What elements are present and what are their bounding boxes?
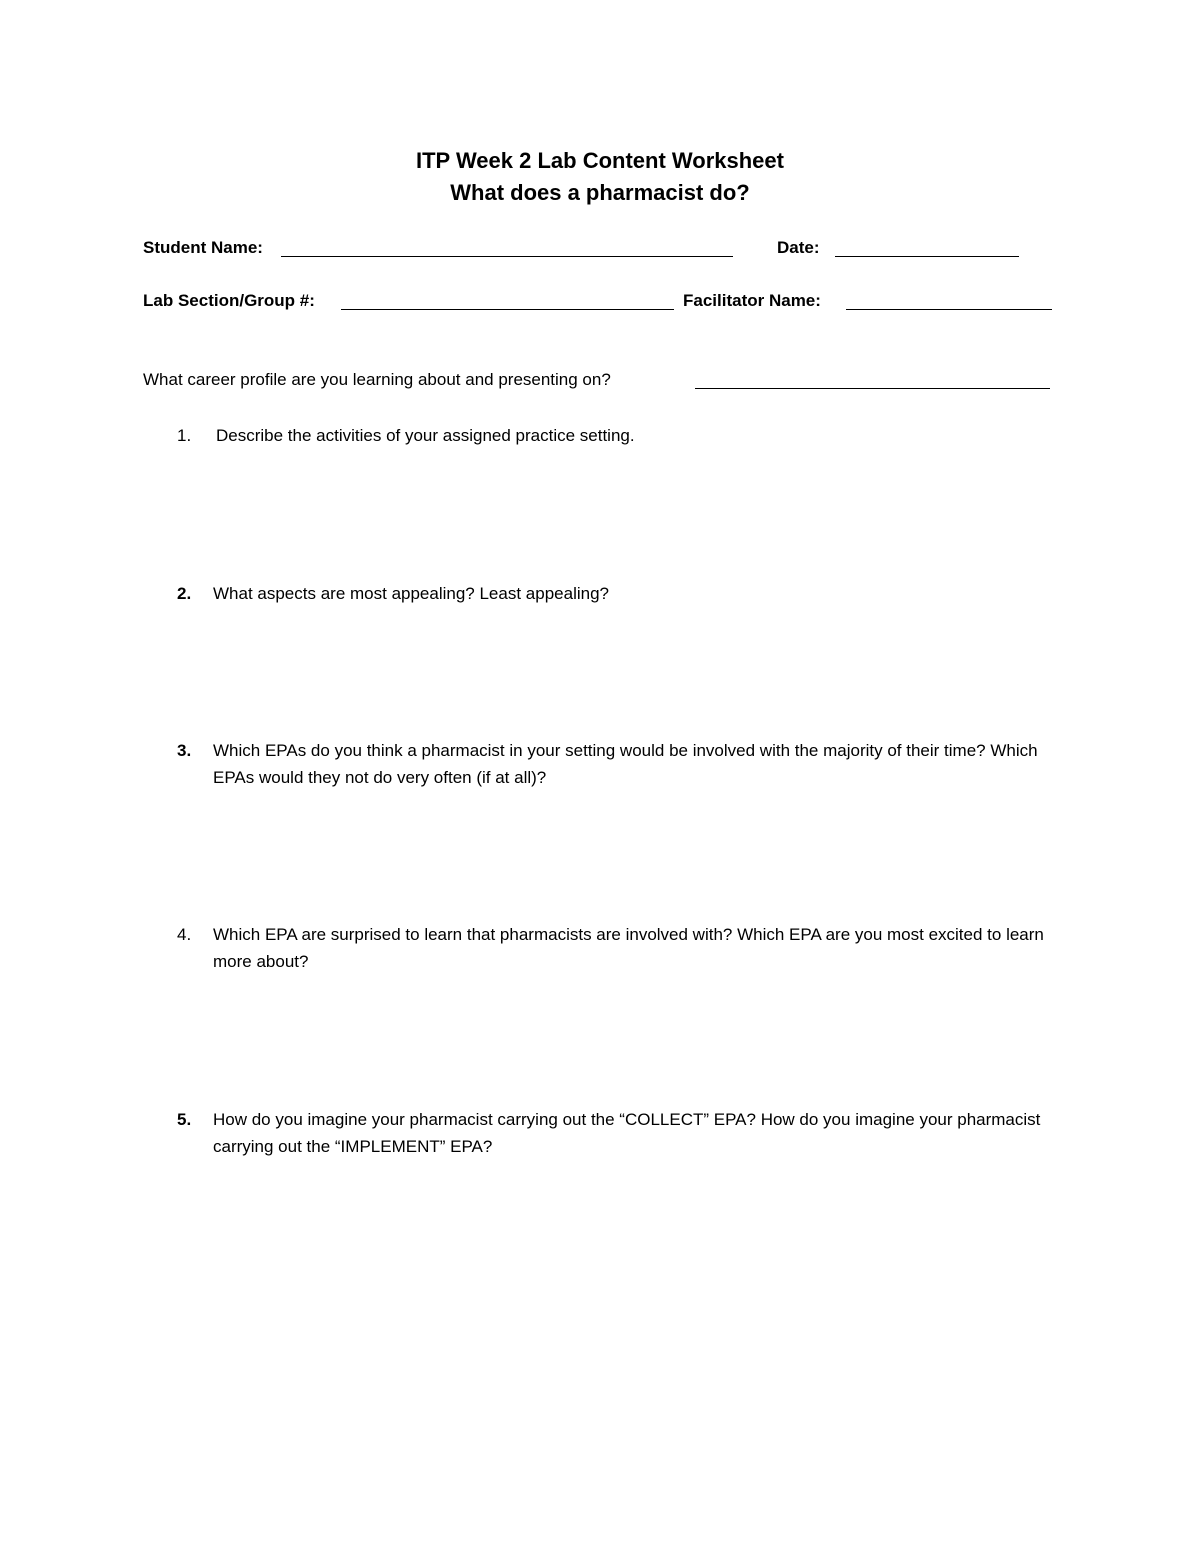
student-name-blank[interactable] [281, 256, 733, 257]
facilitator-name-blank[interactable] [846, 309, 1052, 310]
section-facilitator-row [143, 291, 1055, 317]
career-profile-blank[interactable] [695, 388, 1050, 389]
question-number: 5. [177, 1110, 192, 1129]
title-block [0, 145, 1200, 209]
question-text: Which EPA are surprised to learn that pharmacists are involved with? Which EPA are you most excited to learn more about? [213, 925, 1044, 971]
question-number: 1. [177, 426, 192, 445]
question-text: How do you imagine your pharmacist carrying out the “COLLECT” EPA? How do you imagine your pharmacist carrying out the “IMPLEMENT” EPA? [213, 1110, 1041, 1156]
career-profile-prompt: What career profile are you learning about and presenting on? [143, 370, 611, 389]
lab-section-label: Lab Section/Group #: [143, 291, 315, 310]
career-profile-row [143, 370, 1055, 396]
lab-section-blank[interactable] [341, 309, 674, 310]
student-name-label: Student Name: [143, 238, 263, 257]
facilitator-name-label: Facilitator Name: [683, 291, 821, 310]
question-text: What aspects are most appealing? Least appealing? [213, 584, 609, 603]
worksheet-subtitle: What does a pharmacist do? [450, 180, 750, 205]
question-text: Describe the activities of your assigned practice setting. [216, 426, 635, 445]
worksheet-title: ITP Week 2 Lab Content Worksheet [416, 148, 784, 173]
question-number: 4. [177, 925, 192, 944]
date-label: Date: [777, 238, 820, 257]
question-text: Which EPAs do you think a pharmacist in your setting would be involved with the majority of their time? Which EPAs would they not do very often (if at all)? [213, 741, 1038, 787]
question-number: 3. [177, 741, 192, 760]
date-blank[interactable] [835, 256, 1019, 257]
question-number: 2. [177, 584, 192, 603]
name-date-row [143, 238, 1055, 264]
